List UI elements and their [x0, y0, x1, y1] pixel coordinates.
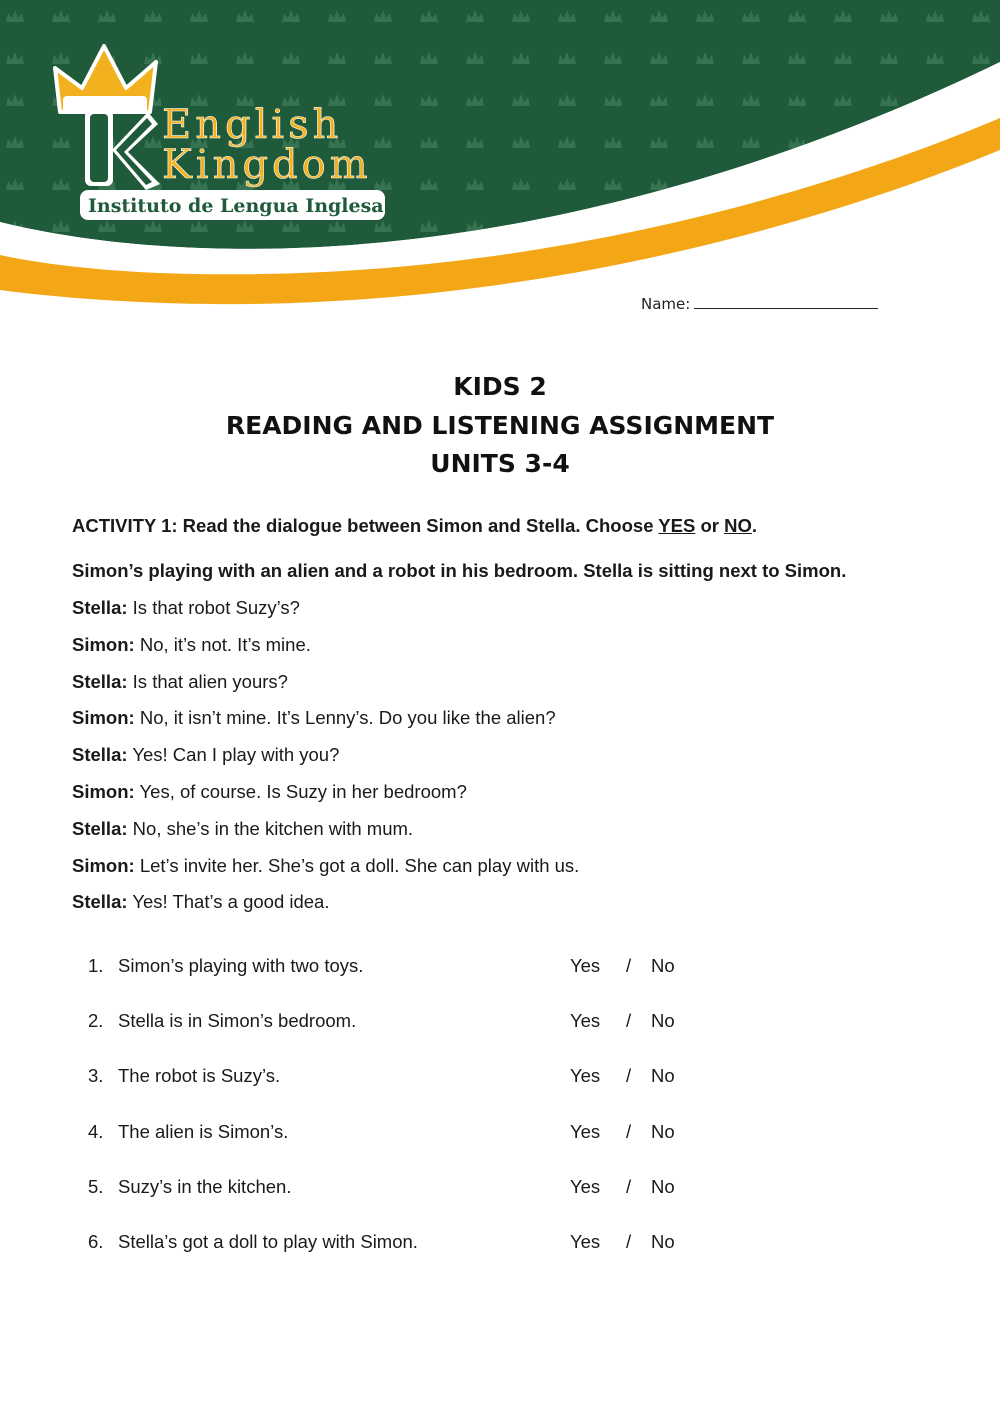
units-title: UNITS 3-4: [430, 449, 570, 478]
question-item: [88, 1176, 788, 1231]
name-field[interactable]: [641, 294, 878, 313]
scene-description: Simon’s playing with an alien and a robot in his bedroom. Stella is sitting next to Simon.: [72, 560, 847, 581]
line-text: No, she’s in the kitchen with mum.: [127, 817, 414, 839]
question-item: [88, 1121, 788, 1176]
speaker: Stella:: [72, 597, 128, 618]
dialogue-line: [72, 594, 579, 631]
no-option[interactable]: No: [651, 1230, 675, 1252]
line-text: Is that robot Suzy’s?: [127, 597, 300, 618]
dialogue-line: [72, 741, 579, 778]
assignment-title: READING AND LISTENING ASSIGNMENT: [225, 410, 775, 440]
dialogue: [72, 594, 579, 925]
dialogue-line: [72, 888, 579, 925]
question-item: [88, 1010, 788, 1065]
no-option[interactable]: No: [651, 1065, 675, 1087]
speaker: Simon:: [72, 854, 135, 876]
speaker: Stella:: [72, 817, 128, 839]
name-label: Name:: [641, 295, 691, 313]
question-number: 1.: [88, 955, 104, 976]
name-blank[interactable]: [694, 294, 878, 309]
speaker: Simon:: [72, 780, 135, 802]
question-text: The robot is Suzy’s.: [118, 1065, 281, 1087]
dialogue-line: [72, 852, 579, 889]
level-title: KIDS 2: [453, 372, 547, 401]
line-text: Yes! Can I play with you?: [127, 744, 340, 766]
line-text: Is that alien yours?: [127, 670, 288, 692]
yes-option[interactable]: Yes: [570, 1175, 601, 1197]
speaker: Simon:: [72, 707, 135, 729]
question-item: [88, 955, 788, 1010]
option-separator: /: [626, 1230, 632, 1252]
activity-instruction: [72, 515, 757, 537]
logo-subtitle: Instituto de Lengua Inglesa: [88, 195, 384, 217]
question-text: Simon’s playing with two toys.: [118, 955, 364, 976]
question-number: 4.: [88, 1120, 104, 1142]
activity-end: .: [751, 515, 757, 536]
question-number: 6.: [88, 1230, 104, 1252]
activity-yes: YES: [658, 515, 696, 536]
option-separator: /: [626, 1010, 632, 1032]
line-text: Let’s invite her. She’s got a doll. She can play with us.: [134, 854, 580, 876]
question-number: 2.: [88, 1010, 104, 1032]
dialogue-line: [72, 668, 579, 705]
question-item: [88, 1065, 788, 1120]
dialogue-line: [72, 778, 579, 815]
yes-option[interactable]: Yes: [570, 1120, 601, 1142]
question-number: 3.: [88, 1065, 104, 1087]
line-text: Yes! That’s a good idea.: [127, 891, 330, 913]
question-number: 5.: [88, 1175, 104, 1197]
dialogue-line: [72, 631, 579, 668]
line-text: No, it isn’t mine. It’s Lenny’s. Do you like the alien?: [134, 707, 556, 729]
question-text: Stella’s got a doll to play with Simon.: [118, 1230, 418, 1252]
dialogue-line: [72, 815, 579, 852]
activity-no: NO: [724, 515, 752, 536]
option-separator: /: [626, 955, 632, 976]
option-separator: /: [626, 1175, 632, 1197]
question-text: The alien is Simon’s.: [118, 1120, 289, 1142]
speaker: Simon:: [72, 633, 135, 655]
title-block: [0, 368, 1000, 484]
question-text: Stella is in Simon’s bedroom.: [118, 1010, 357, 1032]
activity-prefix: ACTIVITY 1: Read the dialogue between Simon and Stella. Choose: [72, 515, 659, 536]
header-banner: [0, 0, 1000, 330]
activity-or: or: [695, 515, 725, 536]
speaker: Stella:: [72, 744, 128, 766]
option-separator: /: [626, 1120, 632, 1142]
question-text: Suzy’s in the kitchen.: [118, 1175, 292, 1197]
no-option[interactable]: No: [651, 1175, 675, 1197]
logo-line1: English: [162, 102, 343, 148]
logo-line2: Kingdom: [162, 142, 372, 188]
line-text: No, it’s not. It’s mine.: [134, 633, 311, 655]
speaker: Stella:: [72, 670, 128, 692]
speaker: Stella:: [72, 891, 128, 913]
question-item: [88, 1231, 788, 1286]
yes-option[interactable]: Yes: [570, 1230, 601, 1252]
question-list: [88, 955, 788, 1286]
yes-option[interactable]: Yes: [570, 1010, 601, 1032]
no-option[interactable]: No: [651, 1010, 675, 1032]
line-text: Yes, of course. Is Suzy in her bedroom?: [134, 780, 467, 802]
dialogue-line: [72, 704, 579, 741]
yes-option[interactable]: Yes: [570, 1065, 601, 1087]
option-separator: /: [626, 1065, 632, 1087]
no-option[interactable]: No: [651, 1120, 675, 1142]
no-option[interactable]: No: [651, 955, 675, 976]
yes-option[interactable]: Yes: [570, 955, 601, 976]
